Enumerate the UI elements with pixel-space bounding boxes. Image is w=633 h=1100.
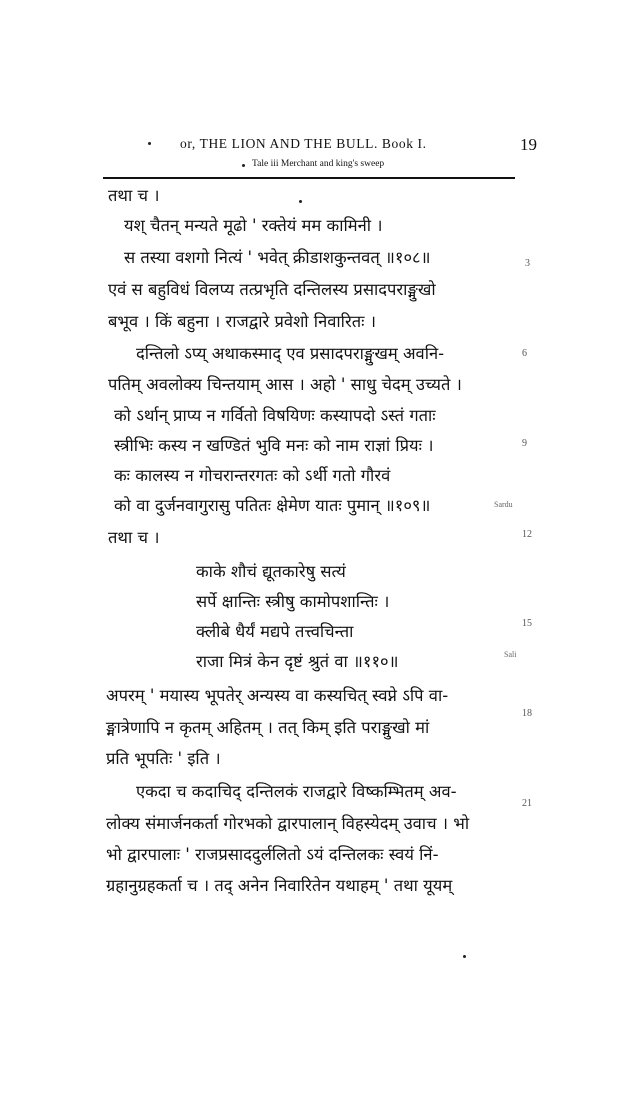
verse-line: कः कालस्य न गोचरान्तरगतः को ऽर्थी गतो गौरवं xyxy=(114,466,391,485)
text-line: एकदा च कदाचिद् दन्तिलकं राजद्वारे विष्कम्भितम् अव- xyxy=(136,782,457,801)
ink-speck xyxy=(148,142,151,145)
margin-line-number: 6 xyxy=(522,348,527,359)
running-title: or, THE LION AND THE BULL. Book I. xyxy=(180,136,427,151)
verse-line: सर्पे क्षान्तिः स्त्रीषु कामोपशान्तिः । xyxy=(196,592,390,611)
section-subtitle: Tale iii Merchant and king's sweep xyxy=(252,159,385,169)
header-rule xyxy=(103,177,515,179)
text-line: तथा च । xyxy=(108,528,160,547)
verse-line: यश् चैतन् मन्यते मूढो ' रक्तेयं मम कामिनी । xyxy=(124,216,383,235)
margin-note: Sali xyxy=(504,650,517,659)
text-line: अपरम् ' मयास्य भूपतेर् अन्यस्य वा कस्यचित् स्वप्ने ऽपि वा- xyxy=(106,686,449,705)
text-line: ग्रहानुग्रहकर्ता च । तद् अनेन निवारितेन यथाहम् ' तथा यूयम् xyxy=(106,876,453,895)
text-line: पतिम् अवलोक्य चिन्तयाम् आस । अहो ' साधु चेदम् उच्यते । xyxy=(108,375,462,394)
margin-line-number: 9 xyxy=(522,438,527,449)
verse-line: को वा दुर्जनवागुरासु पतितः क्षेमेण यातः पुमान् ॥१०९॥ xyxy=(114,496,431,515)
text-line: प्रति भूपतिः ' इति । xyxy=(106,749,221,768)
text-line: बभूव । किं बहुना । राजद्वारे प्रवेशो निवारितः । xyxy=(108,312,376,331)
margin-line-number: 15 xyxy=(522,618,532,629)
verse-line: स्त्रीभिः कस्य न खण्डितं भुवि मनः को नाम राज्ञां प्रियः । xyxy=(114,436,434,455)
running-header xyxy=(0,134,633,178)
verse-line: स तस्या वशगो नित्यं ' भवेत् क्रीडाशकुन्तवत् ॥१०८॥ xyxy=(124,248,431,267)
verse-line: क्लीबे धैर्यं मद्यपे तत्त्वचिन्ता xyxy=(196,622,354,641)
margin-line-number: 21 xyxy=(522,798,532,809)
verse-line: को ऽर्थान् प्राप्य न गर्वितो विषयिणः कस्यापदो ऽस्तं गताः xyxy=(114,406,436,425)
ink-speck xyxy=(299,200,302,203)
text-line: तथा च । xyxy=(108,186,160,205)
margin-line-number: 12 xyxy=(522,529,532,540)
page-number: 19 xyxy=(520,135,537,154)
margin-line-number: 3 xyxy=(525,258,530,269)
margin-line-number: 18 xyxy=(522,708,532,719)
text-line: दन्तिलो ऽप्य् अथाकस्माद् एव प्रसादपराङ्मुखम् अवनि- xyxy=(136,344,445,363)
verse-line: राजा मित्रं केन दृष्टं श्रुतं वा ॥११०॥ xyxy=(196,652,399,671)
verse-line: काके शौचं द्यूतकारेषु सत्यं xyxy=(196,562,346,581)
ink-speck xyxy=(242,164,245,167)
text-line: ङ्मात्रेणापि न कृतम् अहितम् । तत् किम् इति पराङ्मुखो मां xyxy=(106,718,430,737)
ink-speck xyxy=(463,955,466,958)
text-line: भो द्वारपालाः ' राजप्रसाददुर्ललितो ऽयं दन्तिलकः स्वयं निं- xyxy=(106,845,439,864)
margin-note: Sardu xyxy=(494,500,513,509)
text-line: एवं स बहुविधं विलप्य तत्प्रभृति दन्तिलस्य प्रसादपराङ्मुखो xyxy=(108,280,436,299)
text-line: लोक्य संमार्जनकर्ता गोरभको द्वारपालान् विहस्येदम् उवाच । भो xyxy=(106,814,470,833)
